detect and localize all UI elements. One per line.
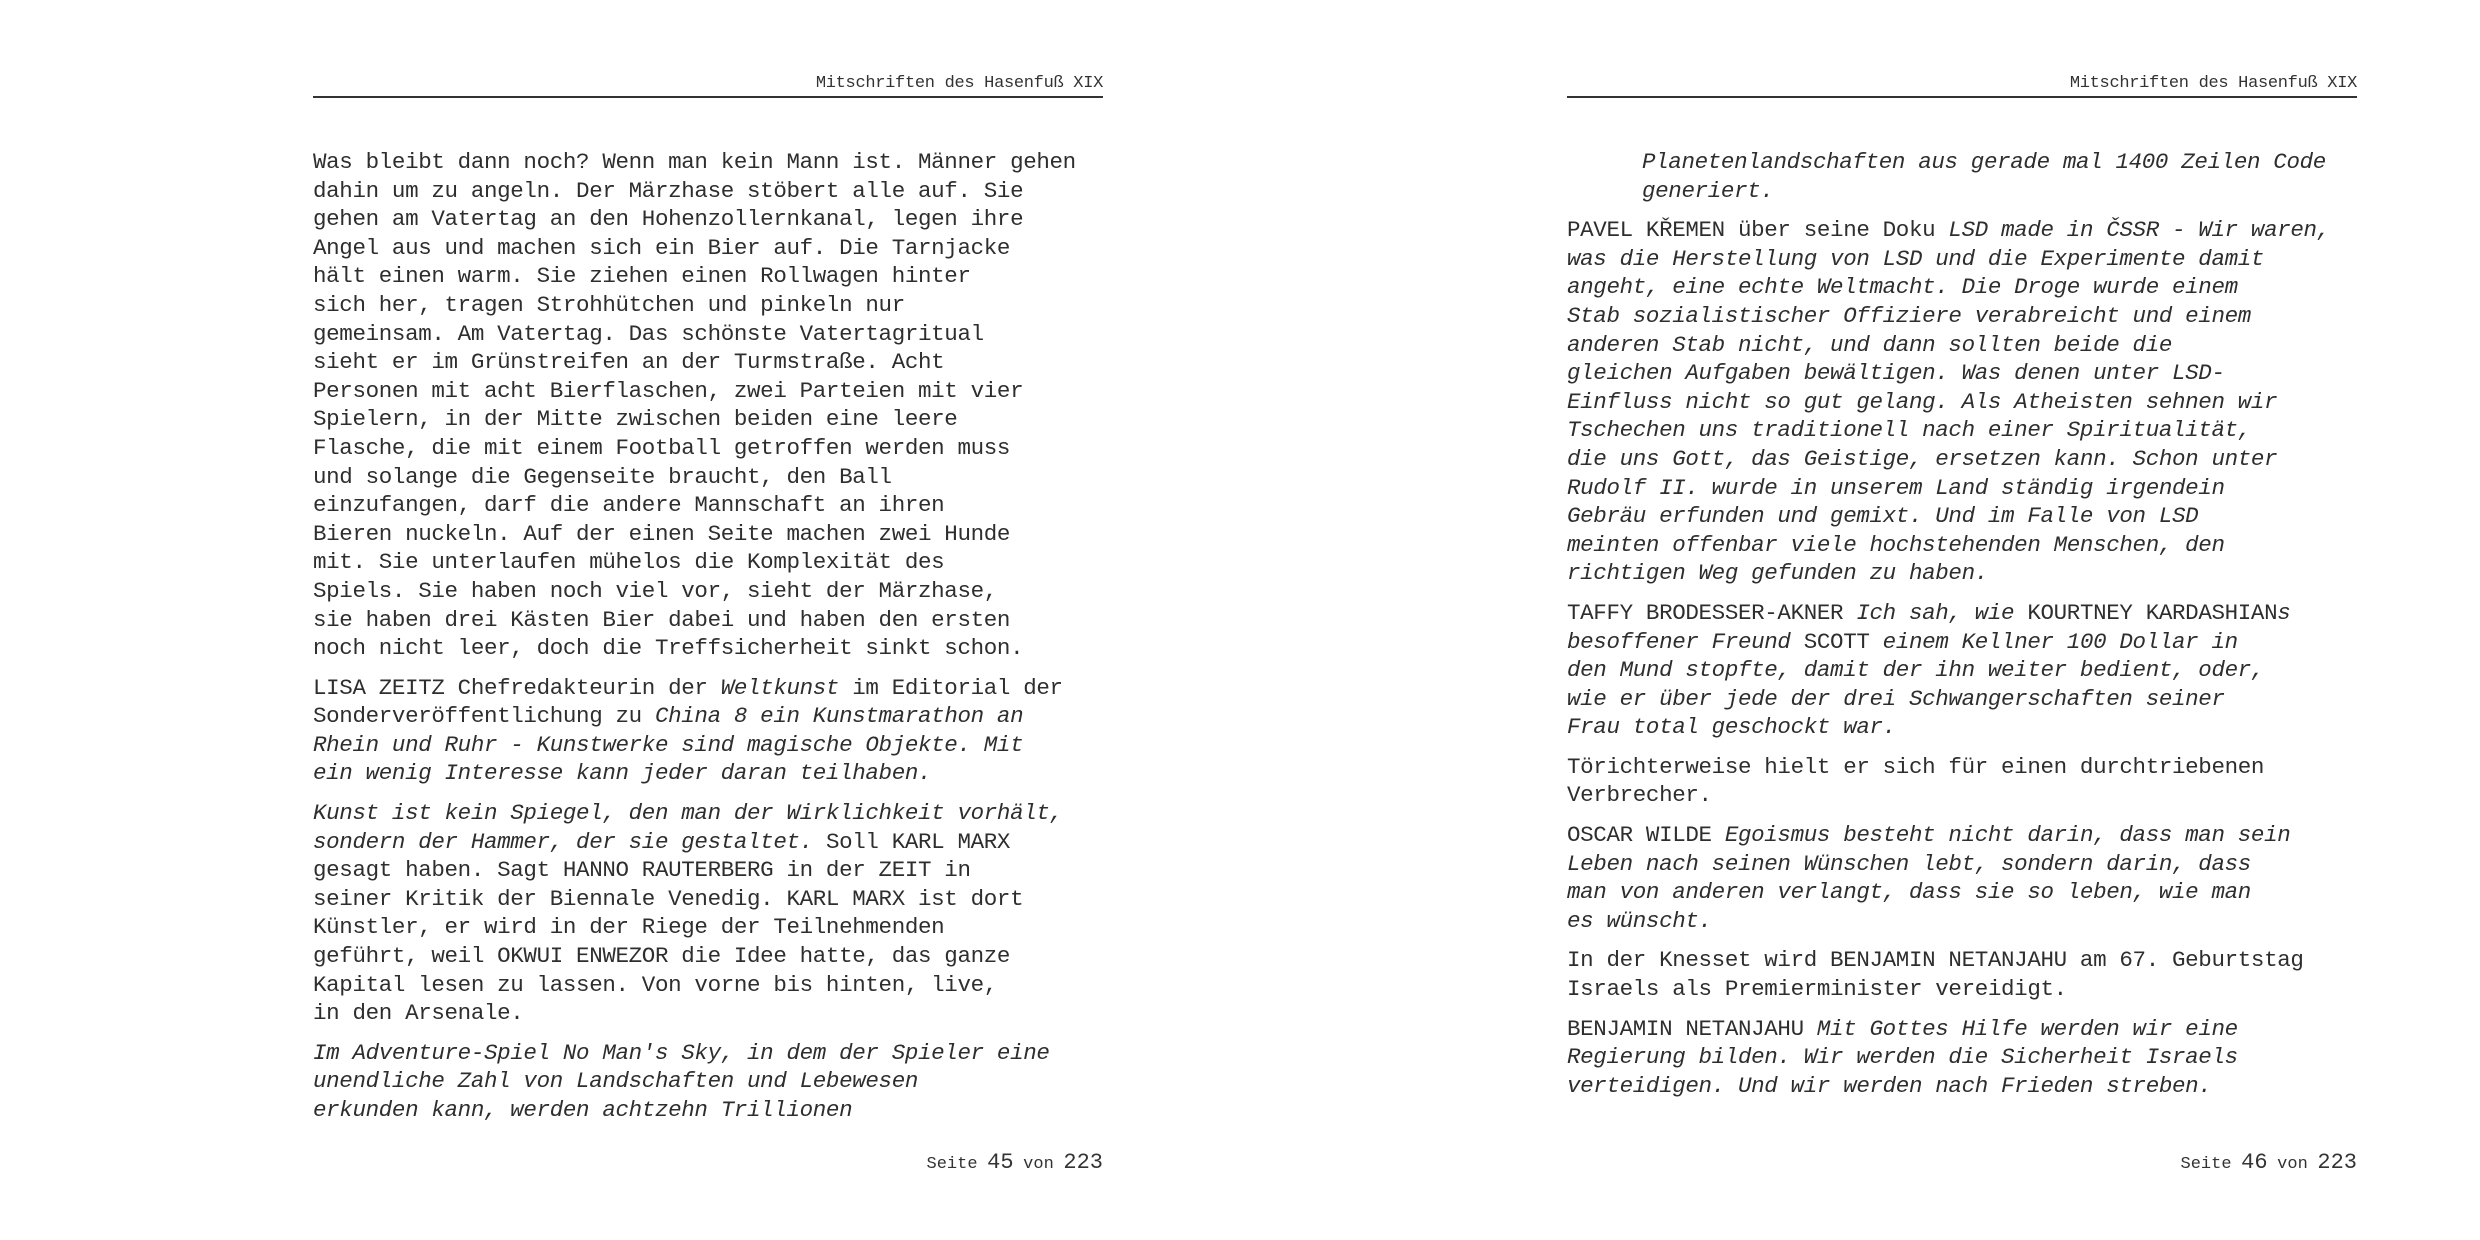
- text-line: [1567, 273, 2357, 302]
- text-line: [1642, 177, 2357, 206]
- text-run: Spiels. Sie haben noch viel vor, sieht der Märzhase,: [313, 577, 997, 604]
- italic-text-run: China 8 ein Kunstmarathon an: [654, 703, 1024, 730]
- italic-text-run: LSD made in ČSSR - Wir waren,: [1948, 217, 2330, 244]
- footer-seite-label: Seite: [2180, 1155, 2232, 1174]
- footer-von-label: von: [1023, 1155, 1054, 1174]
- running-header: Mitschriften des Hasenfuß XIX: [815, 74, 1103, 93]
- italic-text-run: meinten offenbar viele hochstehenden Menschen, den: [1567, 531, 2225, 558]
- text-line: [313, 885, 1103, 914]
- text-run: seiner Kritik der Biennale Venedig. KARL MARX ist dort: [313, 885, 1024, 912]
- text-line: [313, 759, 1103, 788]
- text-line: [1642, 148, 2357, 177]
- text-line: [1567, 907, 2357, 936]
- text-line: [1567, 388, 2357, 417]
- text-run: sich her, tragen Strohhütchen und pinkeln nur: [313, 291, 905, 318]
- text-line: [1567, 474, 2357, 503]
- italic-text-run: Gebräu erfunden und gemixt. Und im Falle von LSD: [1567, 503, 2199, 530]
- text-line: [1567, 359, 2357, 388]
- italic-text-run: den Mund stopfte, damit der ihn weiter bedient, oder,: [1567, 657, 2265, 684]
- text-line: [313, 1067, 1103, 1096]
- text-line: [1567, 628, 2357, 657]
- header-rule: [313, 96, 1103, 98]
- text-run: gesagt haben. Sagt HANNO RAUTERBERG in der ZEIT in: [313, 857, 971, 884]
- italic-text-run: erkunden kann, werden achtzehn Trillionen: [313, 1097, 853, 1123]
- text-run: In der Knesset wird BENJAMIN NETANJAHU am 67. Geburtstag: [1567, 947, 2304, 974]
- italic-text-run: man von anderen verlangt, dass sie so leben, wie man: [1567, 879, 2251, 906]
- text-run: Was bleibt dann noch? Wenn man kein Mann ist. Männer gehen: [313, 149, 1076, 175]
- text-line: [1567, 416, 2357, 445]
- text-run: mit. Sie unterlaufen mühelos die Komplexität des: [313, 549, 945, 576]
- footer-page-number: 45: [987, 1150, 1014, 1175]
- text-line: [313, 205, 1103, 234]
- text-line: [1567, 821, 2357, 850]
- text-line: [313, 1096, 1103, 1125]
- text-line: [313, 913, 1103, 942]
- italic-text-run: Regierung bilden. Wir werden die Sicherheit Israels: [1567, 1044, 2238, 1071]
- italic-text-run: Egoismus besteht nicht darin, dass man sein: [1724, 822, 2291, 849]
- text-run: BENJAMIN NETANJAHU: [1567, 1015, 1817, 1042]
- italic-text-run: die uns Gott, das Geistige, ersetzen kann. Schon unter: [1567, 445, 2278, 472]
- text-run: einzufangen, darf die andere Mannschaft an ihren: [313, 492, 945, 519]
- text-line: [313, 234, 1103, 263]
- text-line: [313, 148, 1103, 177]
- text-line: [1567, 445, 2357, 474]
- text-line: [313, 999, 1103, 1028]
- right-page: [1567, 0, 2357, 1240]
- italic-text-run: Weltkunst: [720, 674, 840, 701]
- text-line: [313, 856, 1103, 885]
- text-run: hält einen warm. Sie ziehen einen Rollwagen hinter: [313, 263, 971, 290]
- body-text: [313, 148, 1103, 1136]
- text-run: Personen mit acht Bierflaschen, zwei Parteien mit vier: [313, 377, 1024, 404]
- text-line: [313, 463, 1103, 492]
- text-run: TAFFY BRODESSER-AKNER: [1567, 599, 1857, 626]
- text-line: [313, 971, 1103, 1000]
- text-run: LISA ZEITZ Chefredakteurin der: [313, 674, 721, 701]
- text-run: noch nicht leer, doch die Treffsicherheit sinkt schon.: [313, 635, 1024, 662]
- italic-text-run: einem Kellner 100 Dollar in: [1869, 628, 2238, 655]
- text-line: [1567, 245, 2357, 274]
- paragraph: [1567, 946, 2357, 1003]
- text-line: [313, 942, 1103, 971]
- text-run: gehen am Vatertag an den Hohenzollernkanal, legen ihre: [313, 206, 1024, 233]
- italic-text-run: ein wenig Interesse kann jeder daran teilhaben.: [313, 760, 932, 787]
- italic-text-run: besoffener Freund: [1567, 628, 1804, 655]
- italic-text-run: sondern der Hammer, der sie gestaltet.: [313, 828, 813, 855]
- text-run: sieht er im Grünstreifen an der Turmstraße. Acht: [313, 349, 945, 376]
- italic-text-run: Ich sah, wie: [1856, 599, 2028, 626]
- italic-text-run: Frau total geschockt war.: [1567, 714, 1896, 741]
- text-line: [313, 634, 1103, 663]
- text-run: SCOTT: [1803, 628, 1870, 655]
- italic-text-run: Kunst ist kein Spiegel, den man der Wirklichkeit vorhält,: [313, 800, 1063, 827]
- text-line: [313, 577, 1103, 606]
- italic-text-run: s: [2277, 599, 2291, 626]
- italic-text-run: Mit Gottes Hilfe werden wir eine: [1816, 1015, 2238, 1042]
- paragraph: [1567, 753, 2357, 810]
- text-line: [313, 606, 1103, 635]
- page-footer: [313, 1150, 1103, 1175]
- italic-text-run: gleichen Aufgaben bewältigen. Was denen unter LSD-: [1567, 360, 2225, 387]
- text-line: [1567, 753, 2357, 782]
- text-run: Soll KARL MARX: [812, 828, 1011, 855]
- text-line: [1567, 1043, 2357, 1072]
- text-run: gemeinsam. Am Vatertag. Das schönste Vatertagritual: [313, 320, 984, 347]
- italic-text-run: Stab sozialistischer Offiziere verabreicht und einem: [1567, 302, 2251, 329]
- footer-total-pages: 223: [2317, 1150, 2357, 1175]
- paragraph: [1567, 599, 2357, 742]
- text-line: [313, 674, 1103, 703]
- text-line: [313, 491, 1103, 520]
- text-line: [313, 262, 1103, 291]
- text-run: Sonderveröffentlichung zu: [313, 703, 655, 730]
- text-line: [313, 828, 1103, 857]
- text-line: [1567, 599, 2357, 628]
- text-run: Künstler, er wird in der Riege der Teilnehmenden: [313, 914, 945, 941]
- header-rule: [1567, 96, 2357, 98]
- text-run: OSCAR WILDE: [1567, 822, 1725, 849]
- text-run: geführt, weil OKWUI ENWEZOR die Idee hatte, das ganze: [313, 943, 1011, 970]
- body-text: [1567, 148, 2357, 1111]
- text-line: [1567, 685, 2357, 714]
- italic-text-run: Leben nach seinen Wünschen lebt, sondern darin, dass: [1567, 850, 2251, 877]
- italic-text-run: generiert.: [1642, 177, 1774, 204]
- left-page: [313, 0, 1103, 1240]
- text-line: [313, 731, 1103, 760]
- footer-page-number: 46: [2241, 1150, 2268, 1175]
- text-line: [313, 405, 1103, 434]
- text-run: Törichterweise hielt er sich für einen durchtriebenen: [1567, 753, 2265, 780]
- italic-text-run: wie er über jede der drei Schwangerschaften seiner: [1567, 685, 2225, 712]
- italic-text-run: anderen Stab nicht, und dann sollten beide die: [1567, 331, 2173, 358]
- text-line: [313, 348, 1103, 377]
- text-run: PAVEL KŘEMEN über seine Doku: [1567, 217, 1949, 244]
- text-run: Spielern, in der Mitte zwischen beiden eine leere: [313, 406, 958, 433]
- text-line: [1567, 878, 2357, 907]
- italic-text-run: was die Herstellung von LSD und die Experimente damit: [1567, 245, 2265, 272]
- italic-text-run: es wünscht.: [1567, 907, 1712, 934]
- italic-text-run: Rhein und Ruhr - Kunstwerke sind magische Objekte. Mit: [313, 731, 1024, 758]
- text-line: [313, 1039, 1103, 1068]
- paragraph: [313, 1039, 1103, 1125]
- paragraph: [1567, 216, 2357, 588]
- text-line: [1567, 781, 2357, 810]
- paragraph: [313, 674, 1103, 788]
- text-run: Verbrecher.: [1567, 782, 1712, 809]
- italic-text-run: Einfluss nicht so gut gelang. Als Atheisten sehnen wir: [1567, 388, 2278, 415]
- text-line: [313, 177, 1103, 206]
- text-line: [1567, 302, 2357, 331]
- paragraph: [313, 148, 1103, 663]
- paragraph: [1567, 821, 2357, 935]
- text-run: Bieren nuckeln. Auf der einen Seite machen zwei Hunde: [313, 520, 1011, 547]
- paragraph: [313, 799, 1103, 1028]
- text-line: [1567, 531, 2357, 560]
- text-run: Flasche, die mit einem Football getroffen werden muss: [313, 434, 1011, 461]
- footer-von-label: von: [2277, 1155, 2308, 1174]
- text-line: [1567, 975, 2357, 1004]
- text-line: [1567, 656, 2357, 685]
- running-header: Mitschriften des Hasenfuß XIX: [2069, 74, 2357, 93]
- text-line: [1567, 559, 2357, 588]
- italic-text-run: Im Adventure-Spiel No Man's Sky, in dem der Spieler eine: [313, 1039, 1050, 1066]
- text-line: [1567, 502, 2357, 531]
- text-line: [313, 520, 1103, 549]
- italic-text-run: richtigen Weg gefunden zu haben.: [1567, 560, 1988, 587]
- paragraph: [1567, 1015, 2357, 1101]
- text-run: Kapital lesen zu lassen. Von vorne bis hinten, live,: [313, 971, 997, 998]
- footer-seite-label: Seite: [926, 1155, 978, 1174]
- italic-text-run: Tschechen uns traditionell nach einer Spiritualität,: [1567, 417, 2251, 444]
- footer-total-pages: 223: [1063, 1150, 1103, 1175]
- text-line: [1567, 713, 2357, 742]
- text-line: [313, 434, 1103, 463]
- text-run: im Editorial der: [839, 674, 1063, 701]
- italic-text-run: Rudolf II. wurde in unserem Land ständig irgendein: [1567, 474, 2225, 501]
- text-run: Israels als Premierminister vereidigt.: [1567, 976, 2067, 1003]
- italic-text-run: Planetenlandschaften aus gerade mal 1400 Zeilen Code: [1642, 149, 2326, 175]
- text-line: [313, 799, 1103, 828]
- italic-text-run: angeht, eine echte Weltmacht. Die Droge wurde einem: [1567, 274, 2238, 301]
- text-line: [313, 291, 1103, 320]
- text-run: Angel aus und machen sich ein Bier auf. Die Tarnjacke: [313, 234, 1011, 261]
- italic-text-run: verteidigen. Und wir werden nach Frieden streben.: [1567, 1072, 2212, 1099]
- text-run: dahin um zu angeln. Der Märzhase stöbert alle auf. Sie: [313, 177, 1024, 204]
- text-run: in den Arsenale.: [313, 1000, 524, 1027]
- page-footer: [1567, 1150, 2357, 1175]
- text-line: [1567, 331, 2357, 360]
- text-line: [1567, 1015, 2357, 1044]
- paragraph: [1567, 148, 2357, 205]
- text-line: [1567, 216, 2357, 245]
- text-line: [1567, 850, 2357, 879]
- text-line: [1567, 1072, 2357, 1101]
- text-line: [313, 377, 1103, 406]
- text-run: sie haben drei Kästen Bier dabei und haben den ersten: [313, 606, 1011, 633]
- text-line: [313, 702, 1103, 731]
- text-line: [1567, 946, 2357, 975]
- text-line: [313, 320, 1103, 349]
- italic-text-run: unendliche Zahl von Landschaften und Lebewesen: [313, 1068, 919, 1095]
- text-run: und solange die Gegenseite braucht, den Ball: [313, 463, 892, 490]
- text-run: KOURTNEY KARDASHIAN: [2027, 599, 2278, 626]
- text-line: [313, 548, 1103, 577]
